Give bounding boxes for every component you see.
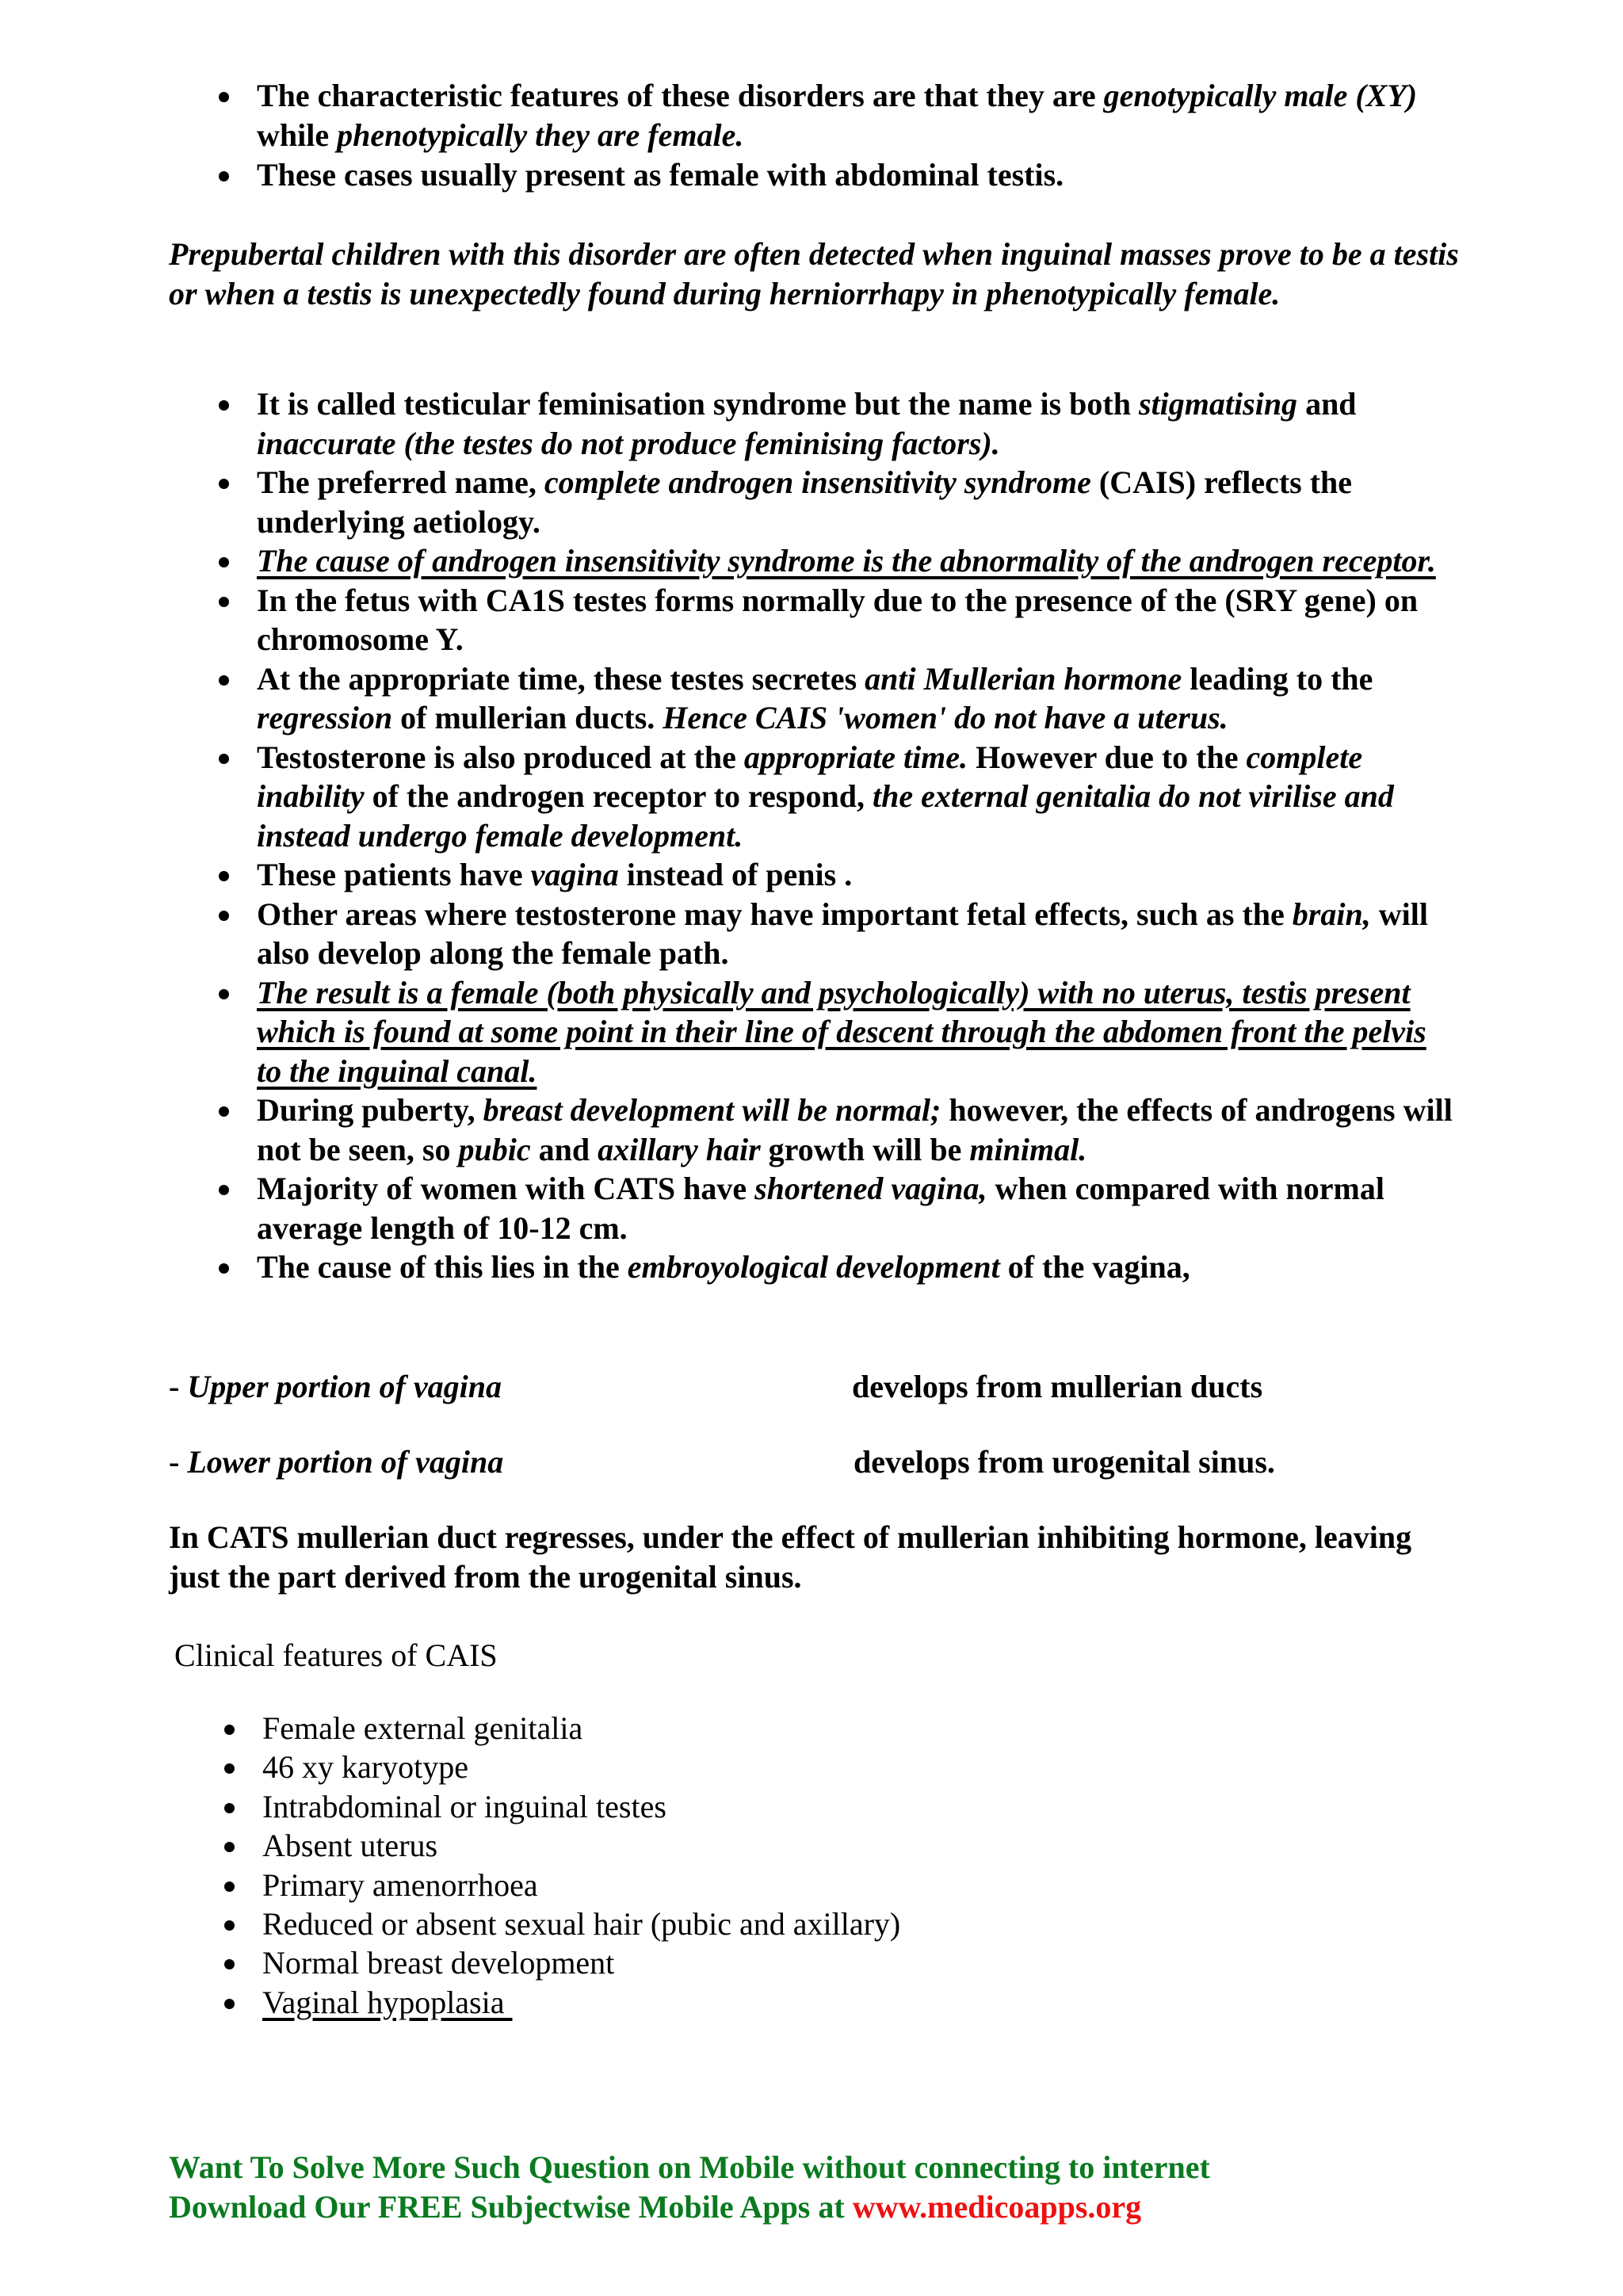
document-page: The characteristic features of these disorders are that they are genotypically male (XY) while phenotypically they are female. These cases usually present as female with abdominal testis. Prepubertal children with this disorder are often detected when inguinal masses prove to be a testis or when a testis is unexpectedly found during herniorrhapy in phenotypically female. It is called testicular feminisation syndrome but the name is both stigmatising and inaccurate (the testes do not produce feminising factors). The preferred name, complete androgen insensitivity syndrome (CAIS) reflects the underlying aetiology. The cause of androgen insensitivity syndrome is the abnormality of the androgen receptor. In the fetus with CA1S testes forms normally due to the presence of the (SRY gene) on chromosome Y. At the appropriate time, these testes secretes anti Mullerian hormone leading to the regression of mullerian ducts. Hence CAIS 'women' do not have a uterus. Testosterone is also produced at the appropriate time. However due to the complete inability of the androgen receptor to respond, the external genitalia do not virilise and instead undergo female development. These patients have vagina instead of penis . Other areas where testosterone may have important fetal effects, such as the brain, will also develop along the female path. The result is a female (both physically and psychologically) with no uterus, testis present which is found at some point in their line of descent through the abdomen front the pelvis to the inguinal canal. During puberty, breast development will be normal; however, the effects of androgens will not be seen, so pubic and axillary hair growth will be minimal. Majority of women with CATS have shortened vagina, when compared with normal average length of 10-12 cm. The cause of this lies in the embroyological development of the vagina, - Upper portion of vagina develops from mullerian ducts - Lower portion of vagina develops from urogenital sinus. In CATS mullerian duct regresses, under the effect of mullerian inhibiting hormone, leaving just the part derived from the urogenital sinus. Clinical features of CAIS Female external genitalia 46 xy karyotype Intrabdominal or inguinal testes Absent uterus Primary amenorrhoea Reduced or absent sexual hair (pubic and axillary) Normal breast development Vaginal hypoplasia Want To Solve More Such Question on Mobile without connecting to internet Download Our FREE Subjectwise Mobile Apps at www.medicoapps.org [0,0,1623,2296]
medicoapps-link[interactable]: www.medicoapps.org [852,2189,1142,2225]
list-item: Vaginal hypoplasia [224,1983,1461,2022]
list-item: In the fetus with CA1S testes forms normally due to the presence of the (SRY gene) on chromosome Y. [219,581,1455,659]
list-item: Absent uterus [224,1826,1461,1865]
list-item: Normal breast development [224,1943,1461,1982]
cats-paragraph: In CATS mullerian duct regresses, under the effect of mullerian inhibiting hormone, leaving just the part derived from the urogenital sinus. [169,1519,1412,1595]
list-item: At the appropriate time, these testes secretes anti Mullerian hormone leading to the regression of mullerian ducts. Hence CAIS 'women' do not have a uterus. [219,659,1455,738]
footer-download-line: Download Our FREE Subjectwise Mobile Apps at www.medicoapps.org [169,2189,1142,2225]
list-item: Other areas where testosterone may have important fetal effects, such as the brain, will also develop along the female path. [219,895,1455,973]
features-heading: Clinical features of CAIS [174,1637,498,1673]
intro-paragraph: Prepubertal children with this disorder are often detected when inguinal masses prove to be a testis or when a testis is unexpectedly found during herniorrhapy in phenotypically female. [169,236,1459,311]
list-item: It is called testicular feminisation syndrome but the name is both stigmatising and inaccurate (the testes do not produce feminising factors). [219,384,1455,463]
list-item: Reduced or absent sexual hair (pubic and axillary) [224,1904,1461,1943]
list-item: These cases usually present as female with abdominal testis. [219,155,1455,195]
list-item: During puberty, breast development will be normal; however, the effects of androgens will not be seen, so pubic and axillary hair growth will be minimal. [219,1091,1455,1169]
list-item: 46 xy karyotype [224,1748,1461,1786]
list-item: Majority of women with CATS have shortened vagina, when compared with normal average length of 10-12 cm. [219,1169,1455,1247]
list-item: These patients have vagina instead of penis . [219,855,1455,895]
clinical-features-list [224,1709,1461,2022]
footer-promo-line: Want To Solve More Such Question on Mobile without connecting to internet [169,2149,1210,2185]
main-bullet-list [219,384,1455,1287]
list-item: Intrabdominal or inguinal testes [224,1787,1461,1826]
list-item: The characteristic features of these disorders are that they are genotypically male (XY) while phenotypically they are female. [219,76,1455,155]
list-item: The preferred name, complete androgen insensitivity syndrome (CAIS) reflects the underlying aetiology. [219,463,1455,541]
list-item: The cause of this lies in the embroyological development of the vagina, [219,1247,1455,1287]
list-item: Female external genitalia [224,1709,1461,1748]
list-item: The result is a female (both physically and psychologically) with no uterus, testis present which is found at some point in their line of descent through the abdomen front the pelvis to the inguinal canal. [219,973,1455,1091]
list-item: Primary amenorrhoea [224,1866,1461,1904]
list-item: Testosterone is also produced at the appropriate time. However due to the complete inability of the androgen receptor to respond, the external genitalia do not virilise and instead undergo female development. [219,738,1455,856]
list-item: The cause of androgen insensitivity syndrome is the abnormality of the androgen receptor. [219,541,1455,581]
top-bullet-list [219,76,1455,195]
